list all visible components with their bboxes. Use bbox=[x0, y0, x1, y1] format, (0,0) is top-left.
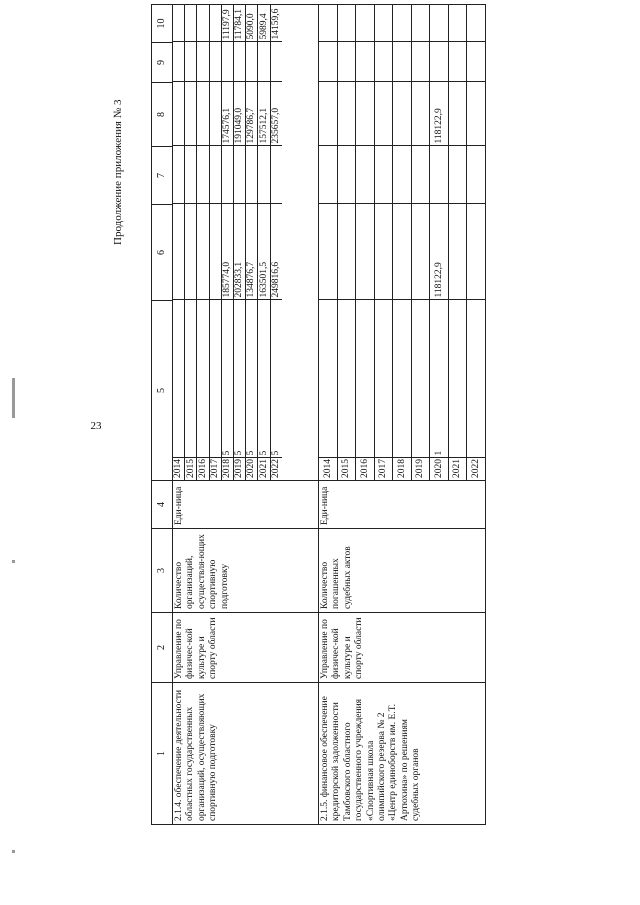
year-row bbox=[197, 4, 209, 480]
value-cell: 5 bbox=[270, 300, 282, 458]
value-cell bbox=[411, 300, 430, 458]
value-cell bbox=[356, 300, 375, 458]
value-cell bbox=[356, 42, 375, 82]
header-cell: 1 bbox=[152, 683, 173, 825]
year-row bbox=[374, 4, 393, 480]
value-cell bbox=[430, 146, 449, 204]
header-cell: 6 bbox=[152, 205, 173, 301]
year-cell: 2017 bbox=[209, 459, 220, 478]
value-cell bbox=[258, 42, 270, 82]
measure-name: 2.1.4. обеспечение деятельности областных государственных организаций, осуществляющих спортивную подготовку bbox=[173, 683, 319, 825]
value-cell bbox=[374, 204, 393, 300]
value-cell: 11784,1 bbox=[233, 4, 245, 42]
page-number: 23 bbox=[90, 420, 102, 432]
value-cell bbox=[185, 4, 197, 42]
header-cell: 5 bbox=[152, 301, 173, 481]
value-cell bbox=[197, 4, 209, 42]
value-cell: 5090,0 bbox=[246, 4, 258, 42]
value-cell: 118122,9 bbox=[430, 204, 449, 300]
year-cell: 2015 bbox=[337, 458, 356, 480]
value-cell bbox=[185, 42, 197, 82]
value-cell bbox=[356, 146, 375, 204]
year-row bbox=[258, 4, 270, 480]
value-cell bbox=[319, 146, 337, 204]
year-cell: 2022 bbox=[467, 458, 485, 480]
value-cell bbox=[209, 82, 221, 146]
value-cell bbox=[467, 204, 485, 300]
year-row bbox=[185, 4, 197, 480]
value-cell bbox=[393, 42, 412, 82]
value-cell bbox=[173, 300, 185, 458]
value-cell bbox=[448, 204, 467, 300]
value-cell bbox=[430, 4, 449, 42]
value-cell bbox=[337, 146, 356, 204]
value-cell bbox=[448, 82, 467, 146]
value-cell bbox=[185, 82, 197, 146]
value-cell bbox=[319, 82, 337, 146]
year-row bbox=[467, 4, 485, 480]
value-cell bbox=[448, 4, 467, 42]
value-cell bbox=[197, 300, 209, 458]
value-cell bbox=[411, 204, 430, 300]
value-cell bbox=[319, 300, 337, 458]
year-row bbox=[411, 4, 430, 480]
year-row bbox=[221, 4, 233, 480]
value-cell bbox=[209, 4, 221, 42]
header-cell: 7 bbox=[152, 147, 173, 205]
year-cell: 2018 bbox=[222, 459, 233, 478]
value-cell bbox=[337, 82, 356, 146]
year-row bbox=[356, 4, 375, 480]
value-cell: 157512,1 bbox=[258, 82, 270, 146]
header-cell: 4 bbox=[152, 481, 173, 529]
value-cell bbox=[393, 204, 412, 300]
value-cell bbox=[411, 146, 430, 204]
year-row bbox=[209, 4, 221, 480]
value-cell bbox=[411, 42, 430, 82]
value-cell: 5 bbox=[246, 300, 258, 458]
year-row bbox=[393, 4, 412, 480]
value-cell bbox=[430, 42, 449, 82]
value-cell bbox=[467, 82, 485, 146]
year-row bbox=[233, 4, 245, 480]
value-cell bbox=[173, 146, 185, 204]
value-cell: 5989,4 bbox=[258, 4, 270, 42]
value-cell bbox=[374, 146, 393, 204]
unit: Еди-ница bbox=[319, 481, 486, 529]
value-cell: 1 bbox=[430, 300, 449, 458]
value-cell bbox=[221, 42, 233, 82]
value-cell: 202833,1 bbox=[233, 204, 245, 300]
year-cell: 2018 bbox=[393, 458, 412, 480]
program-table bbox=[151, 4, 486, 825]
year-row bbox=[319, 4, 337, 480]
header-cell: 2 bbox=[152, 613, 173, 683]
value-cell bbox=[209, 42, 221, 82]
value-cell bbox=[337, 204, 356, 300]
year-cell: 2019 bbox=[234, 459, 245, 478]
year-cell: 2015 bbox=[185, 459, 196, 478]
value-cell bbox=[467, 146, 485, 204]
value-cell bbox=[411, 82, 430, 146]
value-cell bbox=[374, 300, 393, 458]
year-row bbox=[448, 4, 467, 480]
value-cell: 185774,0 bbox=[221, 204, 233, 300]
value-cell bbox=[209, 204, 221, 300]
appendix-caption: Продолжение приложения № 3 bbox=[112, 99, 124, 245]
value-cell: 134876,7 bbox=[246, 204, 258, 300]
year-values bbox=[319, 5, 486, 481]
value-cell bbox=[185, 300, 197, 458]
year-cell: 2020 bbox=[430, 458, 449, 480]
value-cell bbox=[393, 82, 412, 146]
value-cell bbox=[319, 42, 337, 82]
value-cell bbox=[173, 82, 185, 146]
year-cell: 2021 bbox=[448, 458, 467, 480]
unit: Еди-ница bbox=[173, 481, 319, 529]
value-cell bbox=[270, 42, 282, 82]
header-cell: 8 bbox=[152, 83, 173, 147]
value-cell bbox=[393, 4, 412, 42]
year-cell: 2014 bbox=[319, 458, 337, 480]
header-cell: 10 bbox=[152, 5, 173, 43]
year-cell: 2020 bbox=[246, 459, 257, 478]
value-cell bbox=[467, 4, 485, 42]
value-cell bbox=[374, 82, 393, 146]
value-cell bbox=[221, 146, 233, 204]
value-cell: 5 bbox=[221, 300, 233, 458]
year-cell: 2021 bbox=[258, 459, 269, 478]
value-cell bbox=[197, 42, 209, 82]
value-cell bbox=[185, 146, 197, 204]
value-cell bbox=[173, 42, 185, 82]
header-row bbox=[152, 5, 173, 825]
value-cell bbox=[185, 204, 197, 300]
year-row bbox=[246, 4, 258, 480]
header-cell: 9 bbox=[152, 43, 173, 83]
year-row bbox=[430, 4, 449, 480]
value-cell bbox=[467, 42, 485, 82]
value-cell bbox=[319, 204, 337, 300]
value-cell: 129786,7 bbox=[246, 82, 258, 146]
value-cell bbox=[356, 204, 375, 300]
year-row bbox=[270, 4, 282, 480]
value-cell bbox=[173, 204, 185, 300]
value-cell: 235657,0 bbox=[270, 82, 282, 146]
value-cell bbox=[356, 4, 375, 42]
value-cell: 5 bbox=[258, 300, 270, 458]
value-cell bbox=[393, 146, 412, 204]
value-cell bbox=[233, 146, 245, 204]
value-cell: 163501,5 bbox=[258, 204, 270, 300]
year-cell: 2016 bbox=[197, 459, 208, 478]
value-cell: 5 bbox=[233, 300, 245, 458]
value-cell bbox=[319, 4, 337, 42]
year-cell: 2017 bbox=[374, 458, 393, 480]
value-cell bbox=[467, 300, 485, 458]
value-cell: 14159,6 bbox=[270, 8, 281, 40]
value-cell bbox=[233, 42, 245, 82]
value-cell bbox=[374, 4, 393, 42]
value-cell: 249816,6 bbox=[270, 204, 282, 300]
value-cell bbox=[337, 42, 356, 82]
value-cell bbox=[448, 42, 467, 82]
value-cell bbox=[197, 204, 209, 300]
value-cell bbox=[393, 300, 412, 458]
year-cell: 2019 bbox=[411, 458, 430, 480]
year-values bbox=[173, 5, 319, 481]
value-cell bbox=[209, 300, 221, 458]
value-cell bbox=[197, 82, 209, 146]
value-cell bbox=[209, 146, 221, 204]
value-cell bbox=[374, 42, 393, 82]
header-cell: 3 bbox=[152, 529, 173, 613]
value-cell: 174576,1 bbox=[221, 82, 233, 146]
value-cell bbox=[448, 300, 467, 458]
value-cell bbox=[246, 42, 258, 82]
executor: Управление по физичес-кой культуре и спорту области bbox=[319, 613, 486, 683]
value-cell bbox=[448, 146, 467, 204]
year-row bbox=[173, 4, 185, 480]
value-cell: 11197,9 bbox=[221, 4, 233, 42]
value-cell bbox=[246, 146, 258, 204]
value-cell bbox=[356, 82, 375, 146]
value-cell: 118122,9 bbox=[430, 82, 449, 146]
value-cell bbox=[337, 4, 356, 42]
year-row bbox=[337, 4, 356, 480]
value-cell bbox=[411, 4, 430, 42]
value-cell bbox=[337, 300, 356, 458]
year-cell: 2022 bbox=[270, 459, 281, 478]
value-cell bbox=[173, 4, 185, 42]
year-cell: 2014 bbox=[173, 459, 184, 478]
measure-name: 2.1.5. финансовое обеспечение кредиторской задолженности Тамбовского областного государственного учреждения «Спортивная школа олимпийского резерва № 2 «Центр единоборств им. Е.Т. Артюхина» по решениям судебных органов bbox=[319, 683, 486, 825]
indicator-name: Количество погашенных судебных актов bbox=[319, 529, 486, 613]
executor: Управление по физичес-кой культуре и спорту области bbox=[173, 613, 319, 683]
value-cell bbox=[197, 146, 209, 204]
table-row bbox=[319, 5, 486, 825]
value-cell bbox=[258, 146, 270, 204]
value-cell: 191049,0 bbox=[233, 82, 245, 146]
value-cell bbox=[270, 146, 282, 204]
year-cell: 2016 bbox=[356, 458, 375, 480]
indicator-name: Количество организаций, осуществля-ющих спортивную подготовку bbox=[173, 529, 319, 613]
table-row bbox=[173, 5, 319, 825]
